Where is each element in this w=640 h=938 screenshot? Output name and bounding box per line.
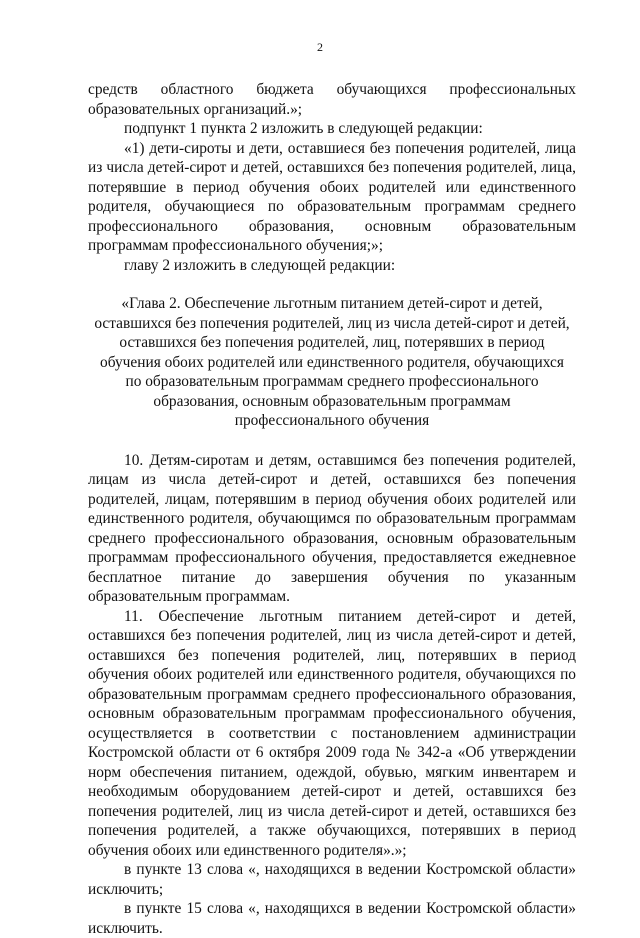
paragraph-subpoint-instruction: подпункт 1 пункта 2 изложить в следующей редакции: — [124, 120, 483, 137]
paragraph-subpoint-text: «1) дети-сироты и дети, оставшиеся без попечения родителей, лица из числа детей-сирот и детей, оставшихся без попечения родителей, лица, потерявшие в период обучения обоих родителей или единственного родителя, обучающиеся по образовательным программам среднего профессионального образования, основным образовательным программам профессионального обучения;»; — [88, 139, 576, 254]
document-body — [88, 80, 576, 938]
paragraph-point-15-amendment: в пункте 15 слова «, находящихся в ведении Костромской области» исключить. — [88, 900, 576, 937]
paragraph-point-13-amendment: в пункте 13 слова «, находящихся в ведении Костромской области» исключить; — [88, 861, 576, 898]
paragraph-point-10: 10. Детям-сиротам и детям, оставшимся без попечения родителей, лицам из числа детей-сирот и детей, оставшихся без попечения родителей, лицам, потерявшим в период обучения обоих родителей или единственного родителя, обучающимся по образовательным программам среднего профессионального образования, основным образовательным программам профессионального обучения, предоставляется ежедневное бесплатное питание до завершения обучения по указанным образовательным программам. — [88, 451, 576, 605]
chapter-title: «Глава 2. Обеспечение льготным питанием детей-сирот и детей, оставшихся без попечения родителей, лиц из числа детей-сирот и детей, оставшихся без попечения родителей, лиц, потерявших в период обучения обоих родителей или единственного родителя, обучающихся по образовательным программам среднего профессионального образования, основным образовательным программам профессионального обучения — [94, 295, 570, 429]
page-number: 2 — [317, 40, 323, 54]
paragraph-budget-continuation: средств областного бюджета обучающихся профессиональных образовательных организаций.»; — [88, 81, 576, 118]
paragraph-point-11: 11. Обеспечение льготным питанием детей-сирот и детей, оставшихся без попечения родителей, лиц из числа детей-сирот и детей, оставшихся без попечения родителей, лиц, потерявших в период обучения обоих родителей или единственного родителя, обучающихся по образовательным программам среднего профессионального образования, основным образовательным программам профессионального обучения, осуществляется в соответствии с постановлением администрации Костромской области от 6 октября 2009 года № 342-а «Об утверждении норм обеспечения питанием, одеждой, обувью, мягким инвентарем и необходимым оборудованием детей-сирот и детей, оставшихся без попечения родителей, лиц из числа детей-сирот и детей, оставшихся без попечения родителей, а также обучающихся, потерявших в период обучения обоих или единственного родителя».»; — [88, 607, 576, 859]
paragraph-chapter-instruction: главу 2 изложить в следующей редакции: — [124, 256, 396, 274]
